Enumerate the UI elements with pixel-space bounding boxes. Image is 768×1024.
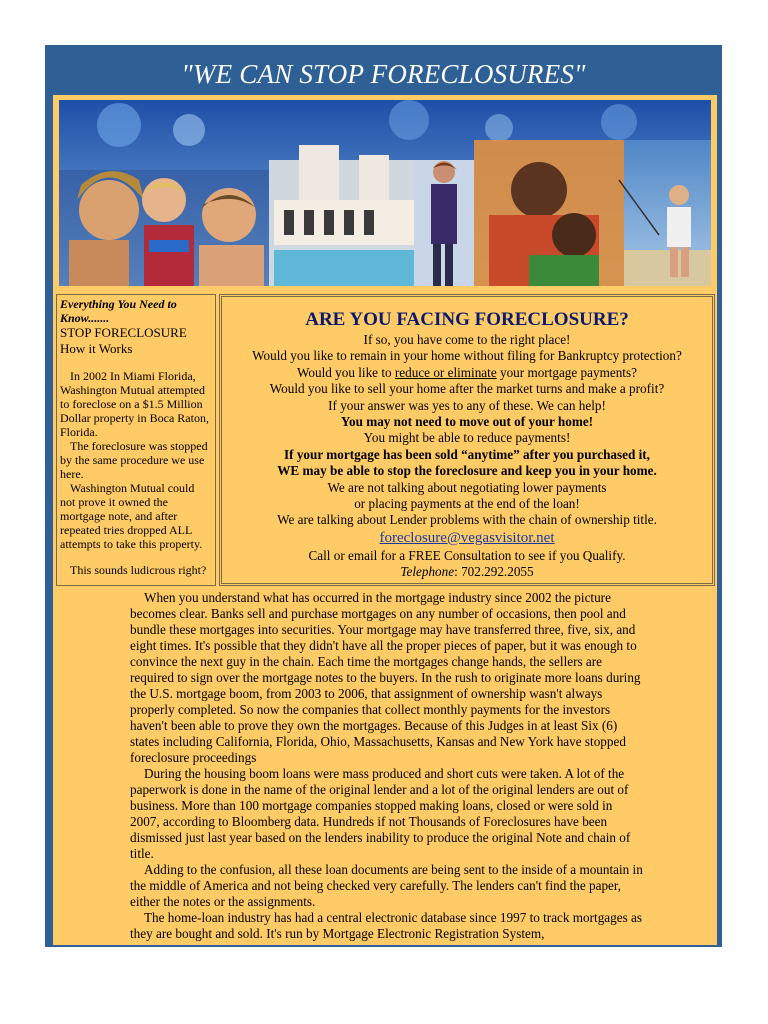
telephone-number: : 702.292.2055 (454, 564, 534, 580)
main-line: If your answer was yes to any of these. We can help! (328, 397, 606, 413)
email-link[interactable]: foreclosure@vegasvisitor.net (379, 529, 555, 546)
underlined-phrase: reduce or eliminate (394, 364, 497, 380)
main-line-bold: WE may be able to stop the foreclosure and keep you in your home. (277, 463, 657, 479)
beach-photo (619, 140, 711, 286)
main-line: Would you like to sell your home after the market turns and make a profit? (269, 381, 665, 397)
sidebar-para: Washington Mutual could not prove it owned the mortgage note, and after repeated tries dropped ALL attempts to take this property. (60, 481, 203, 551)
sidebar-para: The foreclosure was stopped by the same procedure we use here. (60, 439, 208, 481)
main-line: Would you like to remain in your home without filing for Bankruptcy protection? (252, 348, 682, 364)
telephone-label: Telephone (400, 564, 455, 580)
sidebar-box (56, 294, 216, 586)
main-line: If so, you have come to the right place! (363, 332, 571, 347)
content-panel (53, 291, 717, 945)
banner (53, 95, 717, 291)
sidebar-heading-stop: STOP FORECLOSURE (60, 325, 187, 340)
article-body (130, 590, 645, 942)
sidebar-heading-how: How it Works (60, 341, 133, 356)
main-line: We are not talking about negotiating lower payments (327, 479, 607, 495)
villa-photo (269, 145, 419, 286)
main-line: We are talking about Lender problems with the chain of ownership title. (277, 512, 657, 528)
banner-photo-collage (59, 100, 711, 286)
page-frame (45, 45, 722, 947)
sidebar-para: This sounds ludicrous right? (70, 563, 207, 577)
page-title: "WE CAN STOP FORECLOSURES" (181, 59, 586, 89)
woman-photo (414, 160, 474, 286)
telephone-line (222, 564, 712, 580)
main-heading: ARE YOU FACING FORECLOSURE? (305, 309, 629, 330)
article-paragraph: When you understand what has occurred in the mortgage industry since 2002 the picture becomes clear. Banks sell and purchase mortgages on any number of occasions, then pool and bundle these mortgages into securities. Your mortgage may have transferred three, five, six, and eight times. It's possible that they didn't have all the proper pieces of paper, but it was enough to convince the next guy in the chain. Each time the mortgages change hands, the sellers are required to sign over the mortgage notes to the buyers. In the rush to originate more loans during the U.S. mortgage boom, from 2003 to 2006, that assignment of ownership wasn't always properly completed. So now the companies that collect monthly payments for the investors haven't been able to prove they own the mortgages. Because of this Judges in at least Six (6) states including California, Florida, Ohio, Massachusetts, Kansas and New York have stopped foreclosure proceedings (130, 590, 641, 765)
main-line-bold: If your mortgage has been sold “anytime” after you purchased it, (284, 446, 650, 462)
family-photo (59, 170, 269, 286)
foreclosure-box (219, 294, 715, 586)
sidebar-para: In 2002 In Miami Florida, Washington Mutual attempted to foreclose on a $1.5 Million Dollar property in Boca Raton, Florida. (60, 369, 209, 439)
main-line: You might be able to reduce payments! (363, 430, 571, 446)
article-paragraph: Adding to the confusion, all these loan documents are being sent to the inside of a mountain in the middle of America and not being checked very carefully. The lenders can't find the paper, either the notes or the assignments. (130, 862, 643, 909)
article-paragraph: During the housing boom loans were mass produced and short cuts were taken. A lot of the paperwork is done in the name of the original lender and a lot of the original lenders are out of business. More than 100 mortgage companies stopped making loans, closed or were sold in 2007, according to Bloomberg data. Hundreds if not Thousands of Foreclosures have been dismissed just last year based on the lenders inability to produce the original Note and chain of title. (130, 766, 631, 861)
main-line: Call or email for a FREE Consultation to see if you Qualify. (308, 547, 626, 563)
main-line: or placing payments at the end of the loan! (354, 496, 580, 512)
main-line: Would you like to reduce or eliminate your mortgage payments? (297, 364, 637, 380)
article-paragraph: The home-loan industry has had a central electronic database since 1997 to track mortgages as they are bought and sold. It's run by Mortgage Electronic Registration System, (130, 910, 643, 941)
main-line-bold: You may not need to move out of your home! (340, 414, 594, 430)
father-son-photo (474, 140, 624, 286)
sidebar-kicker: Everything You Need to Know....... (60, 297, 177, 325)
